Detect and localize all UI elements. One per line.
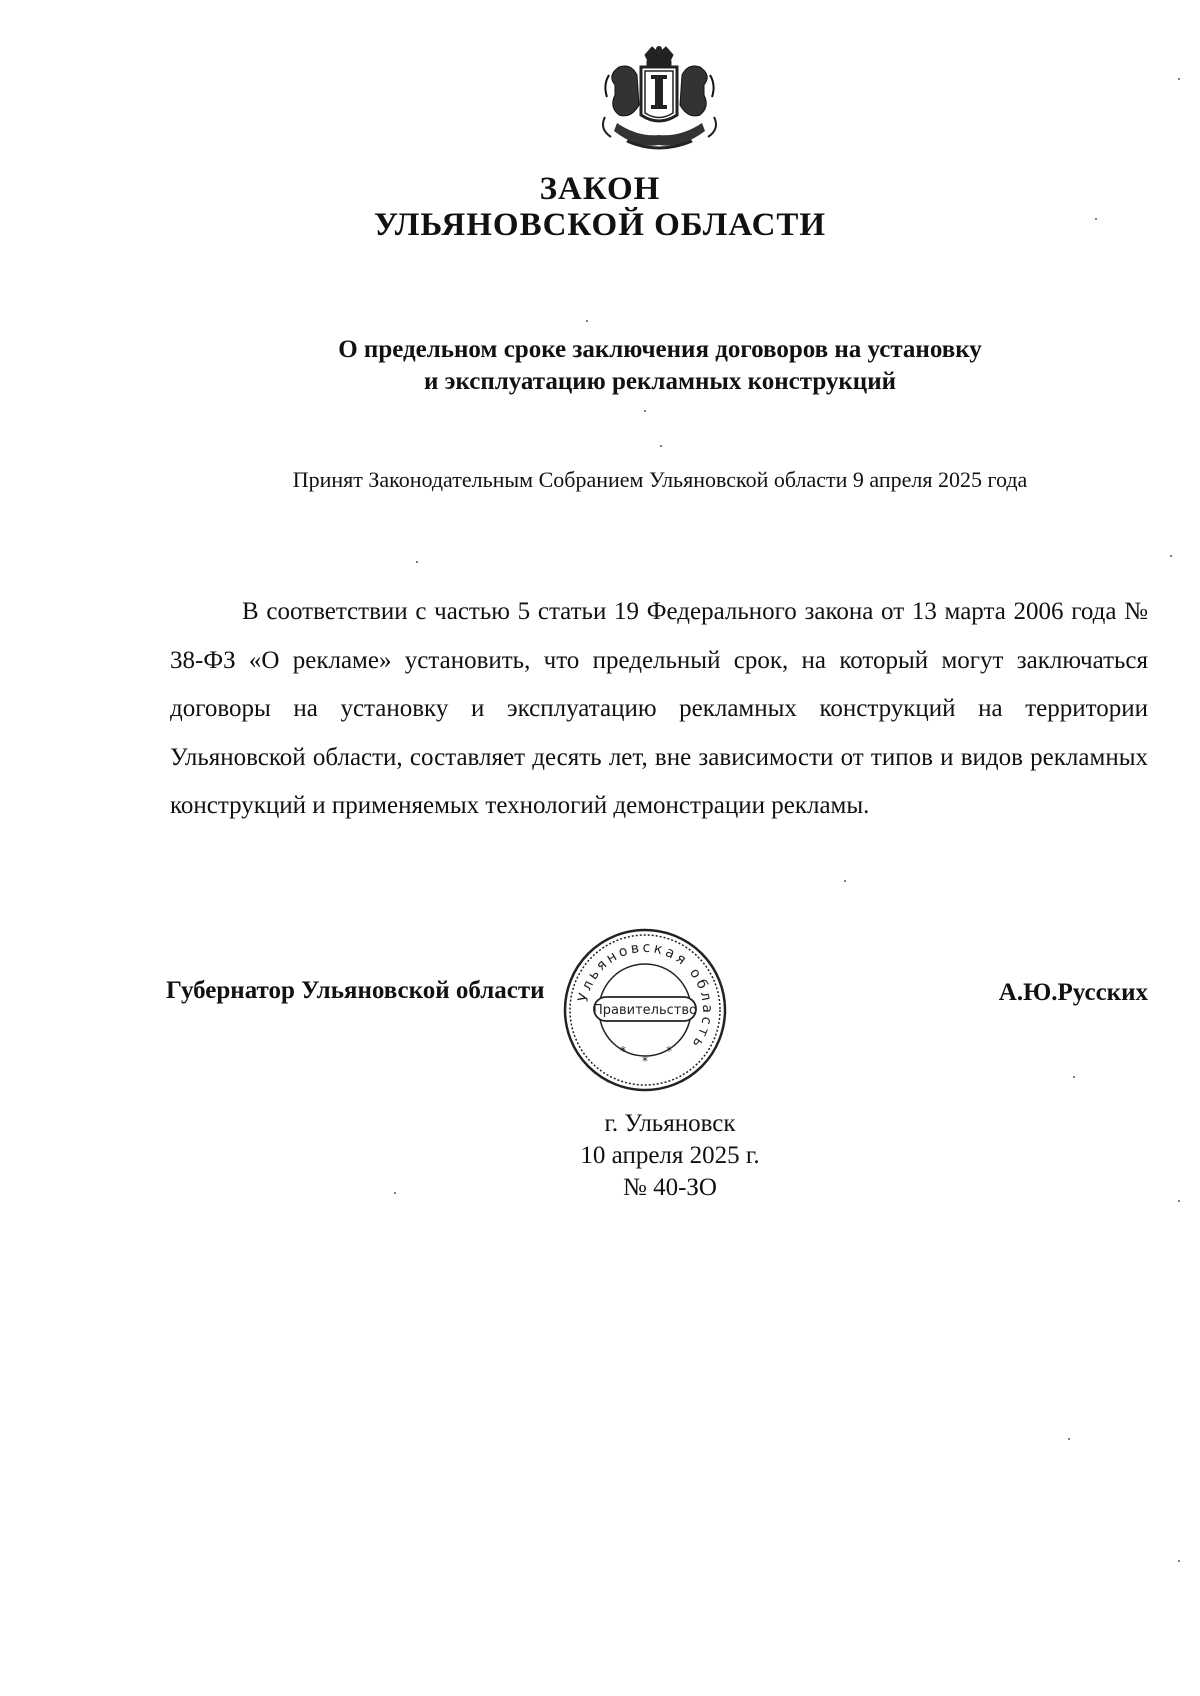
law-subject-line-1: О предельном сроке заключения договоров на установку	[338, 336, 982, 363]
seal-ring-text: Ульяновская область	[575, 939, 716, 1053]
signatory-name: А.Ю.Русских	[998, 979, 1148, 1006]
date-line: 10 апреля 2025 г.	[580, 1142, 760, 1169]
signatory-position: Губернатор Ульяновской области	[166, 977, 545, 1004]
law-body-paragraph: В соответствии с частью 5 статьи 19 Федерального закона от 13 марта 2006 года № 38-ФЗ «О рекламе» установить, что предельный срок, на который могут заключаться договоры на установку и эксплуатацию рекламных конструкций на территории Ульяновской области, составляет десять лет, вне зависимости от типов и видов рекламных конструкций и применяемых технологий демонстрации рекламы.	[170, 598, 1148, 819]
government-seal-stamp	[560, 925, 730, 1095]
city-line: г. Ульяновск	[604, 1110, 736, 1137]
scan-speck	[1178, 78, 1180, 80]
scan-speck	[394, 1192, 396, 1194]
scan-speck	[844, 880, 846, 882]
scan-speck	[1073, 1076, 1075, 1078]
scan-speck	[644, 410, 646, 412]
scan-speck	[1178, 1200, 1180, 1202]
scan-speck	[586, 320, 588, 322]
scan-speck	[1068, 1438, 1070, 1440]
svg-text:*: *	[666, 1044, 672, 1058]
scan-speck	[1170, 555, 1172, 557]
law-number-line: № 40-ЗО	[622, 1174, 717, 1201]
law-subject-line-2: и эксплуатацию рекламных конструкций	[423, 368, 897, 395]
svg-text:*: *	[620, 1044, 626, 1058]
scan-speck	[416, 561, 418, 563]
scan-speck	[660, 445, 662, 447]
svg-text:*: *	[642, 1054, 648, 1068]
law-title: ЗАКОН	[539, 171, 661, 207]
place-date-number-block	[520, 1108, 820, 1204]
seal-center-text: Правительство	[593, 1003, 697, 1018]
scan-speck	[1178, 1560, 1180, 1562]
scan-speck	[1095, 218, 1097, 220]
law-region-title: УЛЬЯНОВСКОЙ ОБЛАСТИ	[373, 207, 827, 243]
adoption-note: Принят Законодательным Собранием Ульяновской области 9 апреля 2025 года	[292, 467, 1028, 492]
coat-of-arms-emblem	[597, 45, 722, 157]
